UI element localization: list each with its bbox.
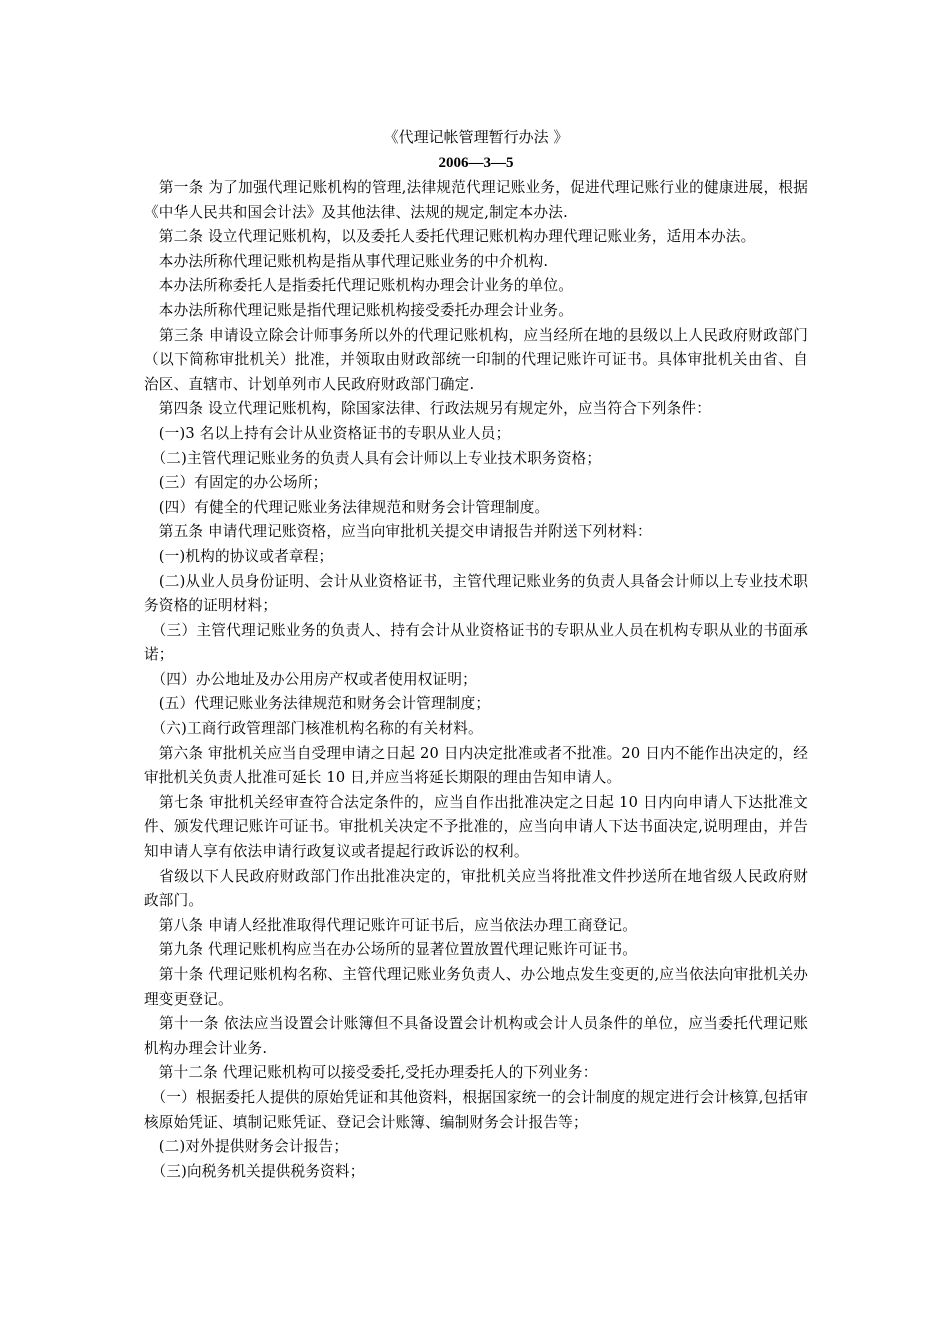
paragraph: 第二条 设立代理记账机构，以及委托人委托代理记账机构办理代理记账业务，适用本办法。 (144, 228, 756, 246)
paragraph: （一）根据委托人提供的原始凭证和其他资料，根据国家统一的会计制度的规定进行会计核算,包括审核原始凭证、填制记账凭证、登记会计账簿、编制财务会计报告等； (144, 1088, 808, 1131)
paragraph: 第十二条 代理记账机构可以接受委托,受托办理委托人的下列业务： (144, 1064, 598, 1082)
paragraph: (二)对外提供财务会计报告； (144, 1138, 349, 1156)
paragraph: 本办法所称代理记账机构是指从事代理记账业务的中介机构. (144, 252, 549, 270)
paragraph: 本办法所称代理记账是指代理记账机构接受委托办理会计业务。 (144, 301, 574, 319)
paragraph: 第七条 审批机关经审查符合法定条件的，应当自作出批准决定之日起 10 日内向申请人下达批准文件、颁发代理记账许可证书。审批机关决定不予批准的，应当向申请人下达书面决定,说明理由，并告知申请人享有依法申请行政复议或者提起行政诉讼的权利。 (144, 793, 808, 861)
paragraph: （四）办公地址及办公用房产权或者使用权证明； (144, 670, 477, 688)
paragraph: 第六条 审批机关应当自受理申请之日起 20 日内决定批准或者不批准。20 日内不能作出决定的，经审批机关负责人批准可延长 10 日,并应当将延长期限的理由告知申请人。 (144, 744, 808, 787)
document-date: 2006—3—5 (438, 155, 514, 171)
paragraph: (一)3 名以上持有会计从业资格证书的专职从业人员； (144, 424, 511, 442)
paragraph: 第十条 代理记账机构名称、主管代理记账业务负责人、办公地点发生变更的,应当依法向审批机关办理变更登记。 (144, 966, 808, 1008)
paragraph: 省级以下人民政府财政部门作出批准决定的，审批机关应当将批准文件抄送所在地省级人民政府财政部门。 (144, 867, 808, 910)
paragraph: (三）有固定的办公场所； (144, 474, 328, 492)
paragraph: （二)主管代理记账业务的负责人具有会计师以上专业技术职务资格； (144, 449, 602, 467)
paragraph: (五）代理记账业务法律规范和财务会计管理制度； (144, 695, 491, 713)
paragraph: (二)从业人员身份证明、会计从业资格证书，主管代理记账业务的负责人具备会计师以上专业技术职务资格的证明材料； (144, 572, 808, 615)
paragraph: (一)机构的协议或者章程； (144, 547, 334, 565)
paragraph: 第五条 申请代理记账资格，应当向审批机关提交申请报告并附送下列材料： (144, 523, 652, 541)
paragraph: 第九条 代理记账机构应当在办公场所的显著位置放置代理记账许可证书。 (144, 941, 638, 959)
paragraph: 第一条 为了加强代理记账机构的管理,法律规范代理记账业务，促进代理记账行业的健康进展，根据《中华人民共和国会计法》及其他法律、法规的规定,制定本办法. (144, 179, 808, 221)
paragraph: 第八条 申请人经批准取得代理记账许可证书后，应当依法办理工商登记。 (144, 916, 638, 934)
document-title: 《代理记帐管理暂行办法 》 (383, 128, 569, 146)
paragraph: 第十一条 依法应当设置会计账簿但不具备设置会计机构或会计人员条件的单位，应当委托代理记账机构办理会计业务. (144, 1015, 808, 1057)
paragraph: （三)向税务机关提供税务资料； (144, 1162, 365, 1180)
paragraph: 第四条 设立代理记账机构，除国家法律、行政法规另有规定外，应当符合下列条件： (144, 400, 712, 418)
paragraph: 本办法所称委托人是指委托代理记账机构办理会计业务的单位。 (144, 277, 574, 295)
paragraph: （六)工商行政管理部门核准机构名称的有关材料。 (144, 720, 483, 738)
paragraph: (四）有健全的代理记账业务法律规范和财务会计管理制度。 (144, 498, 550, 516)
paragraph: （三）主管代理记账业务的负责人、持有会计从业资格证书的专职从业人员在机构专职从业的书面承诺； (144, 621, 808, 664)
document-body (144, 124, 808, 1184)
paragraph: 第三条 申请设立除会计师事务所以外的代理记账机构，应当经所在地的县级以上人民政府财政部门（以下简称审批机关）批准，并领取由财政部统一印制的代理记账许可证书。具体审批机关由省、自治区、直辖市、计划单列市人民政府财政部门确定. (144, 326, 808, 393)
paragraph-list (144, 176, 808, 1184)
